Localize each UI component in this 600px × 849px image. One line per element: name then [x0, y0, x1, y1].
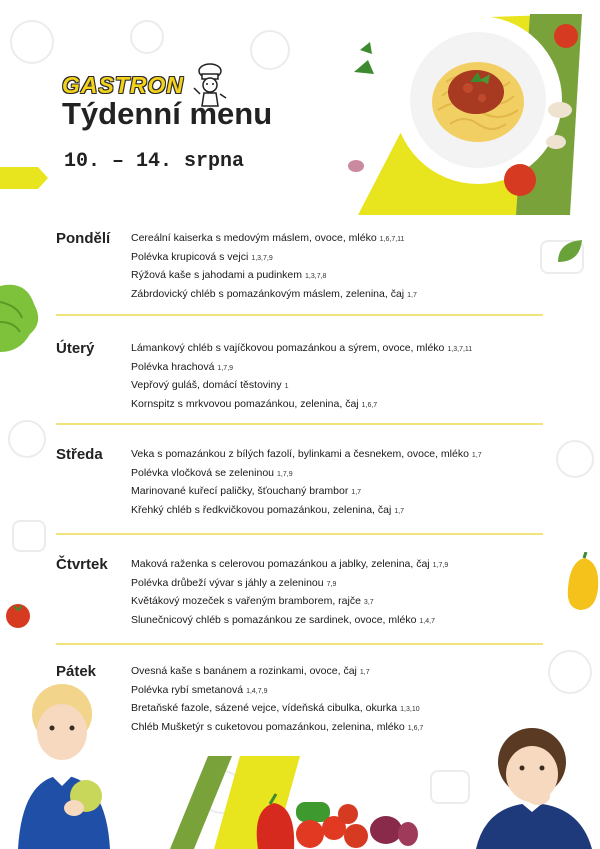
day-name: Čtvrtek: [56, 556, 108, 573]
dish-text: Chléb Mušketýr s cuketovou pomazánkou, zelenina, mléko: [131, 720, 405, 733]
date-range: 10. – 14. srpna: [64, 150, 245, 173]
allergen-codes: 1,6,7: [361, 401, 378, 409]
dish-text: Slunečnicový chléb s pomazánkou ze sardinek, ovoce, mléko: [131, 613, 417, 626]
menu-item: [131, 575, 543, 594]
menu-list: [131, 556, 543, 630]
allergen-codes: 1: [284, 383, 289, 391]
day-name: Středa: [56, 446, 103, 463]
menu-item: [131, 465, 543, 484]
allergen-codes: 3,7: [363, 599, 374, 607]
menu-item: [131, 230, 543, 249]
menu-item: [131, 682, 543, 701]
background-doodle: [8, 420, 46, 458]
dish-text: Maková raženka s celerovou pomazánkou a jablky, zelenina, čaj: [131, 558, 430, 570]
allergen-codes: 1,7: [359, 669, 370, 676]
dish-text: Vepřový guláš, domácí těstoviny: [131, 379, 282, 392]
menu-list: [131, 663, 543, 737]
dish-text: Zábrdovický chléb s pomazánkovým máslem, zelenina, čaj: [131, 287, 405, 300]
dish-text: Cereální kaiserka s medovým máslem, ovoce, mléko: [131, 232, 377, 244]
dish-text: Polévka drůbeží vývar s jáhly a zeleninou: [131, 576, 324, 589]
spaghetti-plate-illustration: [330, 10, 600, 215]
dish-text: Rýžová kaše s jahodami a pudinkem: [131, 269, 303, 282]
dish-text: Lámankový chléb s vajíčkovou pomazánkou a sýrem, ovoce, mléko: [131, 342, 445, 354]
menu-item: [131, 612, 543, 631]
day-name: Úterý: [56, 340, 95, 357]
menu-item: [131, 446, 543, 465]
menu-item: [131, 286, 543, 305]
section-divider: [56, 533, 543, 535]
tomato-icon: [4, 602, 32, 630]
menu-item: [131, 483, 543, 502]
menu-item: [131, 663, 543, 682]
background-doodle: [130, 20, 164, 54]
dish-text: Polévka krupicová s vejci: [131, 250, 249, 263]
lettuce-icon: [0, 282, 42, 354]
allergen-codes: 1,7,9: [217, 364, 234, 372]
section-divider: [56, 643, 543, 645]
day-name: Pondělí: [56, 230, 111, 247]
background-doodle: [548, 650, 592, 694]
menu-item: [131, 719, 543, 738]
menu-item: [131, 396, 543, 415]
background-doodle: [250, 30, 290, 70]
yellow-pepper-icon: [566, 552, 600, 612]
allergen-codes: 1,3,7,9: [251, 254, 273, 262]
allergen-codes: 1,7: [394, 507, 405, 515]
child-eating-illustration: [462, 722, 600, 849]
yellow-arrow-decoration: [0, 167, 48, 189]
day-name: Pátek: [56, 663, 97, 680]
menu-item: [131, 377, 543, 396]
brand-name: GASTRON: [62, 71, 184, 98]
allergen-codes: 1,7: [471, 452, 482, 459]
menu-list: [131, 230, 543, 304]
page-title: Týdenní menu: [62, 96, 273, 131]
menu-item: [131, 502, 543, 521]
allergen-codes: 1,7: [407, 291, 417, 299]
allergen-codes: 1,7,9: [277, 470, 293, 478]
menu-item: [131, 700, 543, 719]
dish-text: Veka s pomazánkou z bílých fazolí, bylinkami a česnekem, ovoce, mléko: [131, 448, 469, 460]
allergen-codes: 1,7: [351, 489, 362, 497]
background-doodle: [556, 440, 594, 478]
allergen-codes: 1,3,7,8: [305, 273, 327, 281]
basil-leaf-icon: [556, 236, 584, 264]
dish-text: Křehký chléb s ředkvičkovou pomazánkou, zelenina, čaj: [131, 503, 392, 516]
dish-text: Ovesná kaše s banánem a rozinkami, ovoce, čaj: [131, 665, 357, 677]
allergen-codes: 1,3,7,11: [447, 346, 473, 353]
dish-text: Polévka hrachová: [131, 360, 215, 373]
background-doodle: [10, 20, 54, 64]
menu-item: [131, 267, 543, 286]
dish-text: Kornspitz s mrkvovou pomazánkou, zelenina, čaj: [131, 397, 359, 410]
allergen-codes: 1,4,7: [419, 617, 435, 625]
vegetables-illustration: [250, 790, 420, 849]
dish-text: Polévka vločková se zeleninou: [131, 466, 275, 479]
allergen-codes: 1,6,7,11: [379, 236, 405, 243]
menu-item: [131, 340, 543, 359]
allergen-codes: 1,3,10: [400, 706, 420, 714]
section-divider: [56, 314, 543, 316]
menu-item: [131, 593, 543, 612]
allergen-codes: 1,6,7: [407, 724, 424, 732]
menu-list: [131, 340, 543, 414]
allergen-codes: 7,9: [326, 580, 337, 588]
child-eating-apple-illustration: [0, 680, 140, 849]
dish-text: Bretaňské fazole, sázené vejce, vídeňská cibulka, okurka: [131, 702, 398, 715]
dish-text: Květákový mozeček s vařeným bramborem, rajče: [131, 595, 361, 608]
menu-list: [131, 446, 543, 520]
background-doodle: [12, 520, 46, 552]
menu-item: [131, 359, 543, 378]
allergen-codes: 1,7,9: [432, 562, 449, 569]
section-divider: [56, 423, 543, 425]
dish-text: Marinované kuřecí paličky, šťouchaný brambor: [131, 485, 349, 498]
dish-text: Polévka rybí smetanová: [131, 683, 244, 696]
menu-item: [131, 249, 543, 268]
allergen-codes: 1,4,7,9: [246, 687, 268, 695]
menu-item: [131, 556, 543, 575]
